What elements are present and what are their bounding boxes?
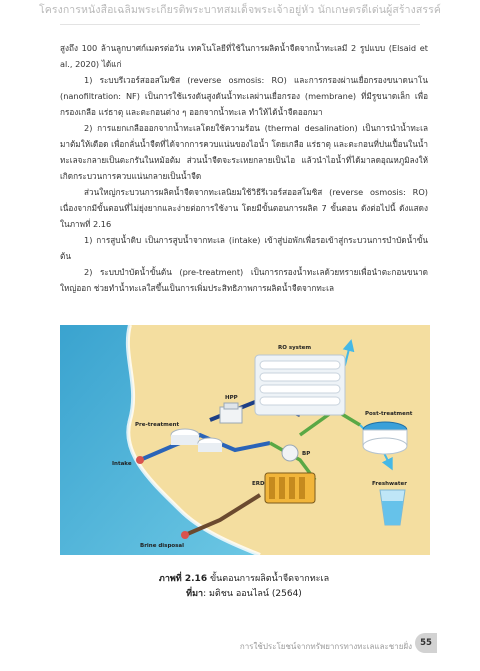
label-ro-system: RO system bbox=[278, 345, 312, 351]
footer-running-title: การใช้ประโยชน์จากทรัพยากรทางทะเลและชายฝั่ง bbox=[239, 642, 412, 651]
desalination-figure bbox=[60, 325, 430, 555]
caption-figure-label: ภาพที่ 2.16 bbox=[158, 574, 208, 584]
label-pre-treatment: Pre-treatment bbox=[135, 422, 180, 428]
label-erd: ERD bbox=[252, 481, 265, 487]
intake-marker bbox=[136, 456, 144, 464]
caption-figure-title: ขั้นตอนการผลิตน้ำจืดจากทะเล bbox=[207, 574, 330, 584]
paragraph-thermal: 2) การแยกเกลือออกจากน้ำทะเลโดยใช้ความร้อน (thermal desalination) เป็นการนำน้ำทะเลมาต้มให้เดือด เพื่อกลั่นน้ำจืดที่ได้จากการควบแน่นของไอน้ำ โดยเกลือ แร่ธาตุ และตะกอนที่ปนเปื้อนในน้ำทะเลจะกลายเป็นตะกรันในหม้อต้ม ส่วนน้ำจืดจะระเหยกลายเป็นไอ แล้วนำไอน้ำที่ได้มาลดอุณหภูมิลงให้เกิดกระบวนการควบแน่นกลายเป็นน้ำจืด bbox=[60, 123, 428, 181]
label-bp: BP bbox=[302, 451, 311, 457]
label-post-treatment: Post-treatment bbox=[365, 411, 413, 417]
brine-marker bbox=[181, 531, 189, 539]
paragraph-ro: 1) ระบบรีเวอร์สออสโมซิส (reverse osmosis: RO) และการกรองผ่านเยื่อกรองขนาดนาโน (nanofiltration: NF) เป็นการใช้แรงดันสูงดันน้ำทะเลผ่านเยื่อกรอง (membrane) ที่มีรูขนาดเล็ก เพื่อกรองเกลือ แร่ธาตุ และตะกอนต่าง ๆ ออกจากน้ำทะเล ทำให้ได้น้ำจืดออกมา bbox=[60, 75, 428, 117]
caption-source-text: : มติชน ออนไลน์ (2564) bbox=[203, 589, 302, 599]
label-hpp: HPP bbox=[225, 395, 238, 401]
paragraph-intro: สูงถึง 100 ล้านลูกบาศก์เมตรต่อวัน เทคโนโลยีที่ใช้ในการผลิตน้ำจืดจากน้ำทะเลมี 2 รูปแบบ (Elsaid et al., 2020) ได้แก่ bbox=[60, 43, 428, 69]
caption-title-line bbox=[60, 572, 428, 587]
body-text bbox=[60, 40, 428, 296]
ro-system-unit bbox=[255, 355, 345, 415]
paragraph-step-1: 1) การสูบน้ำดิบ เป็นการสูบน้ำจากทะเล (intake) เข้าสู่บ่อพักเพื่อรอเข้าสู่กระบวนการบำบัดน้ำขั้นต้น bbox=[60, 235, 428, 261]
bp-unit bbox=[282, 445, 298, 461]
post-treatment-tank bbox=[363, 422, 407, 454]
running-header: โครงการหนังสือเฉลิมพระเกียรติพระบาทสมเด็จพระเจ้าอยู่หัว นักเกษตรดีเด่นผู้สร้างสรรค์ bbox=[39, 4, 441, 16]
paragraph-process: ส่วนใหญ่กระบวนการผลิตน้ำจืดจากทะเลนิยมใช้วิธีรีเวอร์สออสโมซิส (reverse osmosis: RO) เนื่องจากมีขั้นตอนที่ไม่ยุ่งยากและง่ายต่อการใช้งาน โดยมีขั้นตอนการผลิต 7 ขั้นตอน ดังต่อไปนี้ ดังแสดงในภาพที่ 2.16 bbox=[60, 187, 428, 229]
header-rule bbox=[60, 24, 420, 25]
page-number: 55 bbox=[415, 633, 437, 653]
figure-caption bbox=[60, 572, 428, 602]
paragraph-step-2: 2) ระบบบำบัดน้ำขั้นต้น (pre-treatment) เป็นการกรองน้ำทะเลด้วยทรายเพื่อนำตะกอนขนาดใหญ่ออก ช่วยทำน้ำทะเลใสขึ้นเป็นการเพิ่มประสิทธิภาพการผลิตน้ำจืดจากทะเล bbox=[60, 267, 428, 293]
caption-source-label: ที่มา bbox=[186, 589, 204, 599]
erd-unit bbox=[265, 473, 315, 503]
label-brine-disposal: Brine disposal bbox=[140, 543, 185, 549]
desalination-diagram bbox=[60, 325, 430, 555]
caption-source-line bbox=[60, 587, 428, 602]
label-intake: Intake bbox=[112, 461, 132, 467]
label-freshwater: Freshwater bbox=[372, 481, 407, 487]
freshwater-glass bbox=[380, 490, 405, 525]
